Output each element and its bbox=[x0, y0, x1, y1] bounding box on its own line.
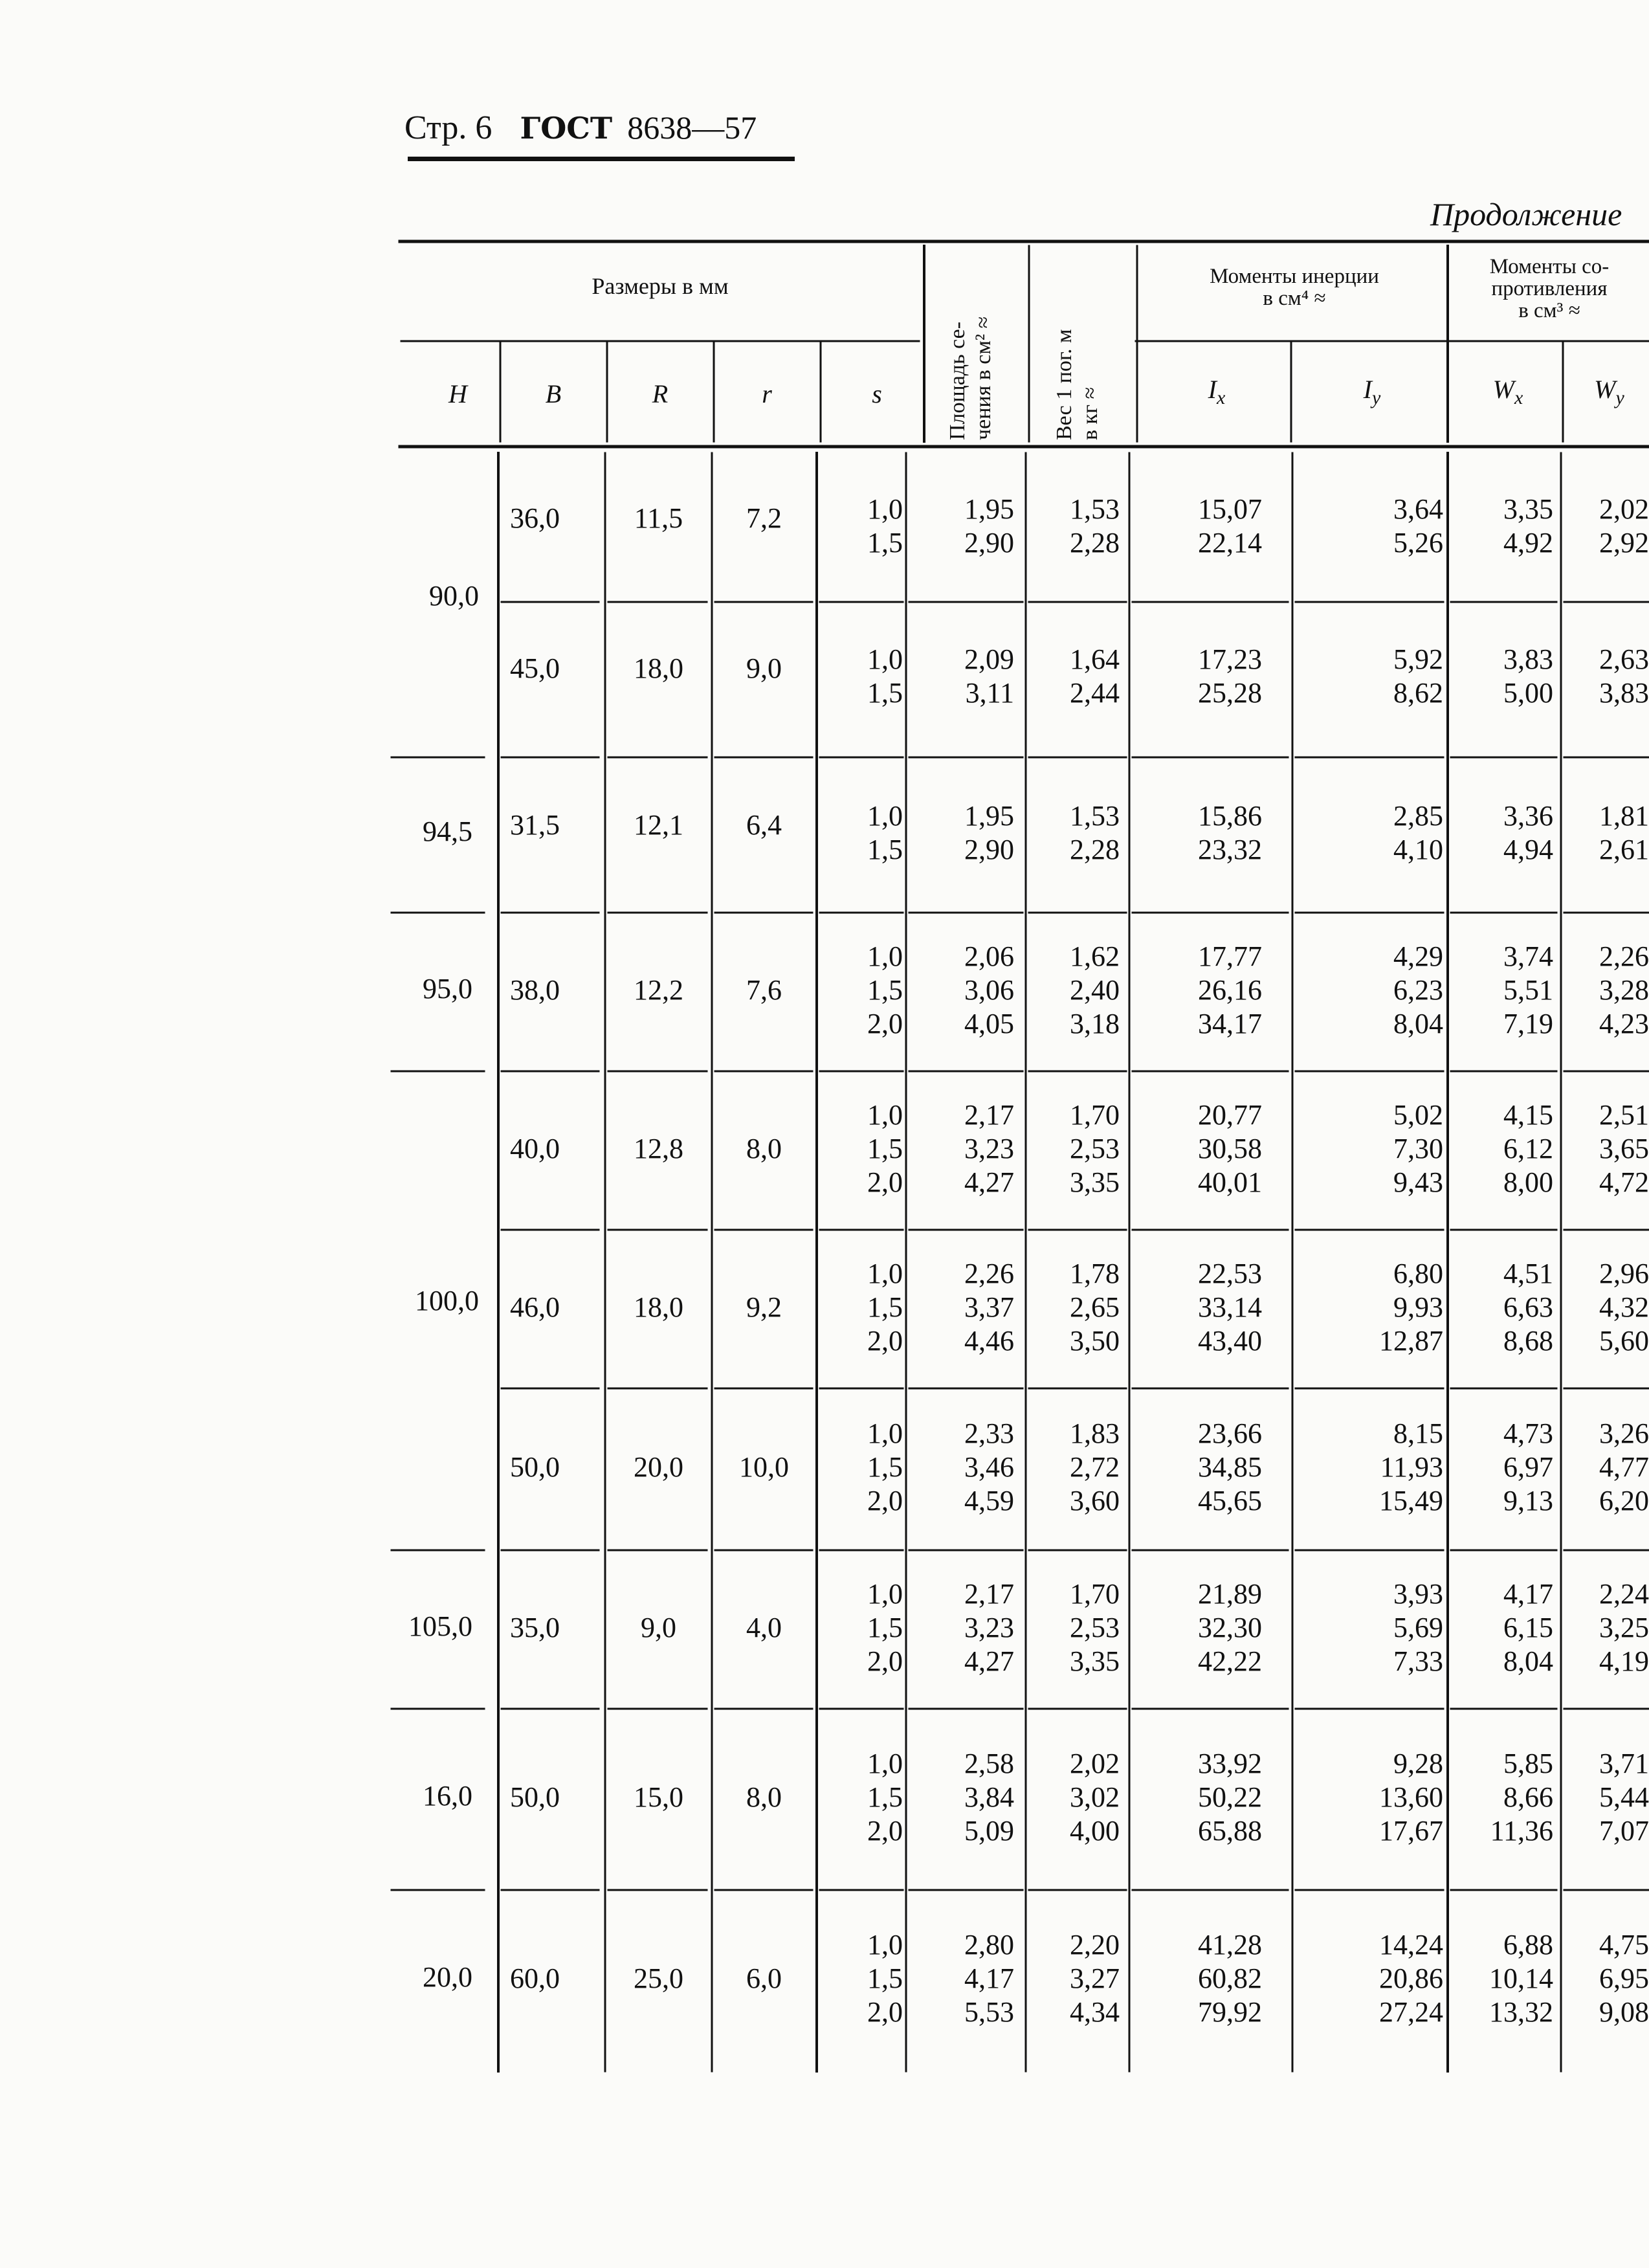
cell-Wx: 4,17 6,15 8,04 bbox=[1503, 1577, 1553, 1677]
cell-B: 45,0 bbox=[510, 652, 560, 684]
cell-G: 1,64 2,44 bbox=[1070, 643, 1120, 709]
col-header-Wy: $W_y$ bbox=[1594, 375, 1624, 408]
cell-Iy: 3,64 5,26 bbox=[1393, 493, 1443, 559]
cell-R: 25,0 bbox=[634, 1962, 683, 1994]
cell-H-merged: 90,0 bbox=[429, 580, 479, 612]
cell-s: 1,0 1,5 bbox=[867, 800, 903, 865]
cell-Ix: 41,28 60,82 79,92 bbox=[1198, 1929, 1262, 2028]
cell-G: 1,53 2,28 bbox=[1070, 493, 1120, 559]
cell-B: 31,5 bbox=[510, 809, 560, 841]
cell-Ix: 15,07 22,14 bbox=[1198, 493, 1262, 559]
col-header-H: H bbox=[448, 379, 467, 408]
cell-A: 2,80 4,17 5,53 bbox=[964, 1929, 1014, 2028]
cell-R: 20,0 bbox=[634, 1451, 683, 1483]
cell-Wy: 2,24 3,25 4,19 bbox=[1599, 1577, 1649, 1677]
cell-G: 2,02 3,02 4,00 bbox=[1070, 1748, 1120, 1847]
cell-r: 9,2 bbox=[746, 1291, 782, 1323]
cell-Iy: 14,24 20,86 27,24 bbox=[1379, 1929, 1443, 2028]
cell-R: 18,0 bbox=[634, 1291, 683, 1323]
cell-R: 11,5 bbox=[634, 502, 683, 534]
cell-H: 105,0 bbox=[408, 1610, 472, 1642]
cell-Wx: 5,85 8,66 11,36 bbox=[1490, 1748, 1553, 1847]
cell-B: 46,0 bbox=[510, 1291, 560, 1323]
cell-A: 1,95 2,90 bbox=[964, 493, 1014, 559]
cell-B: 50,0 bbox=[510, 1781, 560, 1813]
cell-r: 8,0 bbox=[746, 1132, 782, 1164]
cell-Iy: 6,80 9,93 12,87 bbox=[1379, 1257, 1443, 1357]
cell-s: 1,0 1,5 2,0 bbox=[867, 1418, 903, 1517]
cell-Wx: 3,35 4,92 bbox=[1503, 493, 1553, 559]
cell-R: 9,0 bbox=[641, 1611, 676, 1643]
cell-s: 1,0 1,5 bbox=[867, 493, 903, 559]
cell-Ix: 21,89 32,30 42,22 bbox=[1198, 1577, 1262, 1677]
cell-A: 2,17 3,23 4,27 bbox=[964, 1098, 1014, 1198]
cell-A: 2,58 3,84 5,09 bbox=[964, 1748, 1014, 1847]
col-header-weight: Вес 1 пог. м в кг ≈ bbox=[1052, 329, 1102, 440]
cell-B: 50,0 bbox=[510, 1451, 560, 1483]
resist-group-header: Моменты со- противления в см³ ≈ bbox=[1489, 255, 1610, 322]
cell-B: 38,0 bbox=[510, 973, 560, 1006]
cell-Ix: 17,23 25,28 bbox=[1198, 643, 1262, 709]
cell-Iy: 2,85 4,10 bbox=[1393, 800, 1443, 865]
col-header-B: B bbox=[545, 379, 562, 408]
cell-s: 1,0 1,5 2,0 bbox=[867, 1929, 903, 2028]
cell-G: 1,53 2,28 bbox=[1070, 800, 1120, 865]
col-header-r: r bbox=[762, 379, 772, 408]
cell-R: 18,0 bbox=[634, 652, 683, 684]
cell-Wy: 2,02 2,92 bbox=[1599, 493, 1649, 559]
cell-G: 1,83 2,72 3,60 bbox=[1070, 1418, 1120, 1517]
cell-Iy: 5,02 7,30 9,43 bbox=[1393, 1098, 1443, 1198]
cell-G: 1,78 2,65 3,50 bbox=[1070, 1257, 1120, 1357]
cell-R: 12,8 bbox=[634, 1132, 683, 1164]
cell-r: 4,0 bbox=[746, 1611, 782, 1643]
cell-R: 12,2 bbox=[634, 973, 683, 1006]
cell-A: 2,33 3,46 4,59 bbox=[964, 1418, 1014, 1517]
cell-r: 8,0 bbox=[746, 1781, 782, 1813]
cell-Wy: 1,81 2,61 bbox=[1599, 800, 1649, 865]
cell-Wx: 3,36 4,94 bbox=[1503, 800, 1553, 865]
col-header-Wx: $W_x$ bbox=[1492, 375, 1523, 408]
col-header-R: R bbox=[652, 379, 669, 408]
cell-Iy: 4,29 6,23 8,04 bbox=[1393, 940, 1443, 1040]
cell-Iy: 8,15 11,93 15,49 bbox=[1379, 1418, 1443, 1517]
cell-r: 6,0 bbox=[746, 1962, 782, 1994]
cell-A: 2,06 3,06 4,05 bbox=[964, 940, 1014, 1040]
cell-Iy: 9,28 13,60 17,67 bbox=[1379, 1748, 1443, 1847]
cell-r: 7,6 bbox=[746, 973, 782, 1006]
sizes-group-header: Размеры в мм bbox=[592, 273, 729, 299]
cell-Wy: 3,26 4,77 6,20 bbox=[1599, 1418, 1649, 1517]
cell-H-merged: 100,0 bbox=[415, 1285, 479, 1317]
cell-Ix: 33,92 50,22 65,88 bbox=[1198, 1748, 1262, 1847]
cell-B: 36,0 bbox=[510, 502, 560, 534]
col-header-Iy: $I_y$ bbox=[1363, 375, 1381, 408]
cell-Wy: 4,75 6,95 9,08 bbox=[1599, 1929, 1649, 2028]
gost-number: 8638—57 bbox=[627, 109, 757, 146]
cell-Wx: 4,15 6,12 8,00 bbox=[1503, 1098, 1553, 1198]
cell-Iy: 5,92 8,62 bbox=[1393, 643, 1443, 709]
cell-Ix: 17,77 26,16 34,17 bbox=[1198, 940, 1262, 1040]
cell-Wx: 3,83 5,00 bbox=[1503, 643, 1553, 709]
cell-G: 2,20 3,27 4,34 bbox=[1070, 1929, 1120, 2028]
cell-Ix: 22,53 33,14 43,40 bbox=[1198, 1257, 1262, 1357]
cell-A: 2,17 3,23 4,27 bbox=[964, 1577, 1014, 1677]
col-header-area: Площадь се- чения в см² ≈ bbox=[946, 316, 995, 440]
cell-s: 1,0 1,5 2,0 bbox=[867, 1098, 903, 1198]
cell-Ix: 15,86 23,32 bbox=[1198, 800, 1262, 865]
cell-G: 1,62 2,40 3,18 bbox=[1070, 940, 1120, 1040]
cell-H: 20,0 bbox=[423, 1961, 472, 1993]
cell-H: 16,0 bbox=[423, 1780, 472, 1812]
col-header-Ix: $I_x$ bbox=[1208, 375, 1226, 408]
col-header-s: s bbox=[872, 379, 882, 408]
cell-R: 12,1 bbox=[634, 809, 683, 841]
cell-s: 1,0 1,5 2,0 bbox=[867, 940, 903, 1040]
cell-R: 15,0 bbox=[634, 1781, 683, 1813]
cell-s: 1,0 1,5 bbox=[867, 643, 903, 709]
cell-B: 60,0 bbox=[510, 1962, 560, 1994]
cell-Wy: 2,51 3,65 4,72 bbox=[1599, 1098, 1649, 1198]
cell-Wx: 6,88 10,14 13,32 bbox=[1489, 1929, 1553, 2028]
cell-r: 6,4 bbox=[746, 809, 782, 841]
page-label: Стр. 6 bbox=[404, 109, 492, 146]
cell-Wy: 3,71 5,44 7,07 bbox=[1599, 1748, 1649, 1847]
cell-B: 35,0 bbox=[510, 1611, 560, 1643]
gost-label: ГОСТ bbox=[520, 111, 613, 146]
cell-Ix: 23,66 34,85 45,65 bbox=[1198, 1418, 1262, 1517]
cell-A: 2,09 3,11 bbox=[964, 643, 1014, 709]
cell-r: 9,0 bbox=[746, 652, 782, 684]
cell-Wx: 4,51 6,63 8,68 bbox=[1503, 1257, 1553, 1357]
cell-A: 2,26 3,37 4,46 bbox=[964, 1257, 1014, 1357]
cell-G: 1,70 2,53 3,35 bbox=[1070, 1098, 1120, 1198]
cell-Iy: 3,93 5,69 7,33 bbox=[1393, 1577, 1443, 1677]
cell-r: 7,2 bbox=[746, 502, 782, 534]
inertia-group-header: Моменты инерции в см⁴ ≈ bbox=[1210, 265, 1379, 310]
cell-s: 1,0 1,5 2,0 bbox=[867, 1748, 903, 1847]
cell-Ix: 20,77 30,58 40,01 bbox=[1198, 1098, 1262, 1198]
cell-Wx: 3,74 5,51 7,19 bbox=[1503, 940, 1553, 1040]
continuation-label: Продолжение bbox=[1430, 196, 1622, 232]
cell-H: 94,5 bbox=[423, 816, 472, 847]
cell-A: 1,95 2,90 bbox=[964, 800, 1014, 865]
cell-Wy: 2,63 3,83 bbox=[1599, 643, 1649, 709]
cell-H: 95,0 bbox=[423, 972, 472, 1005]
cell-r: 10,0 bbox=[739, 1451, 789, 1483]
cell-Wy: 2,96 4,32 5,60 bbox=[1599, 1257, 1649, 1357]
cell-B: 40,0 bbox=[510, 1132, 560, 1164]
cell-Wx: 4,73 6,97 9,13 bbox=[1503, 1418, 1553, 1517]
cell-s: 1,0 1,5 2,0 bbox=[867, 1257, 903, 1357]
cell-Wy: 2,26 3,28 4,23 bbox=[1599, 940, 1649, 1040]
cell-G: 1,70 2,53 3,35 bbox=[1070, 1577, 1120, 1677]
cell-s: 1,0 1,5 2,0 bbox=[867, 1577, 903, 1677]
